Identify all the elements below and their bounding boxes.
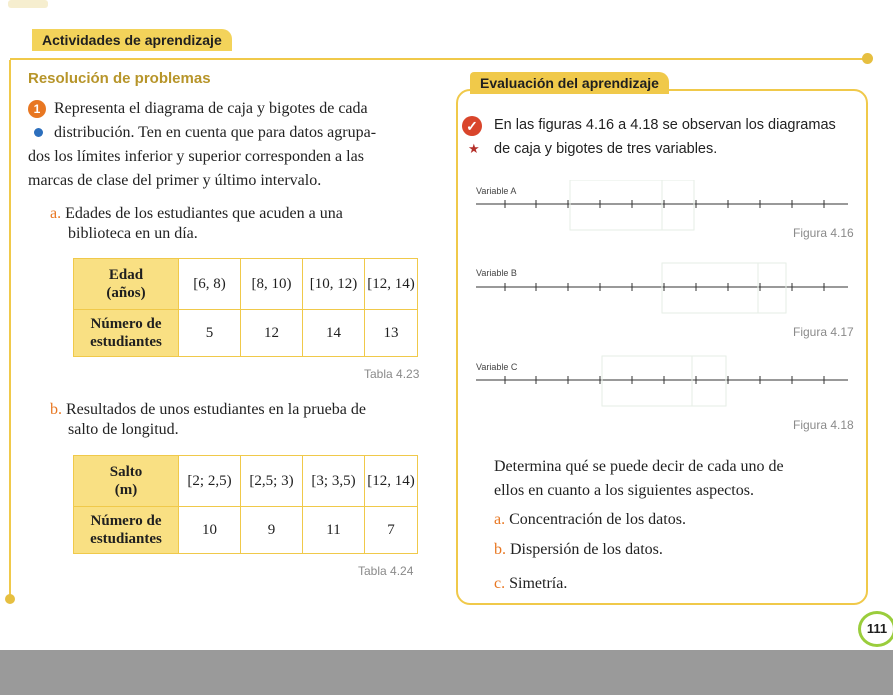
figure-c-label: Variable C [476,362,518,372]
problem-line-2: distribución. Ten en cuenta que para datos agrupa- [54,124,377,141]
problem-line-3: dos los límites inferior y superior corresponden a las [28,148,364,165]
table-caption: Tabla 4.24 [358,564,414,578]
part-a-line-2: biblioteca en un día. [68,225,198,242]
table-cell: [10, 12) [303,259,365,310]
table-caption: Tabla 4.23 [364,367,420,381]
list-item: b. Dispersión de los datos. [494,541,663,558]
figure-b [476,263,848,313]
figure-a-label: Variable A [476,186,517,196]
bottom-bar [0,650,893,695]
problem-statement [54,97,426,145]
problem-statement-cont [28,145,428,193]
page-number: 111 [858,611,893,647]
evaluation-tab: Evaluación del aprendizaje [470,72,669,94]
table-cell: [2; 2,5) [179,456,241,507]
table-row-label: Salto (m) [74,456,179,507]
figure-b-label: Variable B [476,268,517,278]
table-cell: 14 [303,310,365,357]
checkmark-icon: ✓ [462,116,482,136]
evaluation-question [494,455,854,503]
figure-b-caption: Figura 4.17 [793,325,854,339]
problem-line-1: Representa el diagrama de caja y bigotes de cada [54,100,368,117]
problem-number-badge: 1 [28,100,46,118]
table-row [74,507,418,554]
table-cell: [12, 14) [365,456,418,507]
part-a-letter: a. [50,205,62,222]
table-cell: 12 [241,310,303,357]
left-rule-dot [5,594,15,604]
figure-a [476,180,848,230]
intro-line-1: En las figuras 4.16 a 4.18 se observan los diagramas [494,117,836,133]
figure-c [476,356,848,406]
figure-c-caption: Figura 4.18 [793,418,854,432]
table-jump [73,455,418,554]
part-a-line-1: Edades de los estudiantes que acuden a una [65,205,343,222]
table-row [74,259,418,310]
table-cell: 9 [241,507,303,554]
table-cell: [6, 8) [179,259,241,310]
part-b-line-2: salto de longitud. [68,421,179,438]
table-row [74,310,418,357]
header-rule-dot [862,53,873,64]
table-cell: 13 [365,310,418,357]
top-decoration [8,0,48,8]
star-icon: ★ [468,141,480,156]
table-row-label: Número de estudiantes [74,507,179,554]
part-b-letter: b. [50,401,62,418]
figure-a-caption: Figura 4.16 [793,226,854,240]
table-row [74,456,418,507]
table-cell: 5 [179,310,241,357]
table-row-label: Edad (años) [74,259,179,310]
left-rule [9,60,11,600]
table-cell: [3; 3,5) [303,456,365,507]
header-rule [10,58,872,60]
section-title: Resolución de problemas [28,70,211,87]
table-row-label: Número de estudiantes [74,310,179,357]
blue-bullet-icon [34,128,43,137]
table-ages [73,258,418,357]
table-cell: 10 [179,507,241,554]
table-cell: [12, 14) [365,259,418,310]
problem-line-4: marcas de clase del primer y último intervalo. [28,172,322,189]
box-b [662,263,786,313]
question-line-1: Determina qué se puede decir de cada uno de [494,458,784,475]
activities-header-tab: Actividades de aprendizaje [32,29,232,51]
table-cell: [2,5; 3) [241,456,303,507]
table-cell: [8, 10) [241,259,303,310]
list-item: c. Simetría. [494,575,568,592]
boxplot-figures [470,180,855,420]
part-b-line-1: Resultados de unos estudiantes en la prueba de [66,401,366,418]
table-cell: 11 [303,507,365,554]
intro-line-2: de caja y bigotes de tres variables. [494,141,718,157]
question-line-2: ellos en cuanto a los siguientes aspectos. [494,482,754,499]
evaluation-intro [494,113,864,161]
list-item: a. Concentración de los datos. [494,511,686,528]
table-cell: 7 [365,507,418,554]
